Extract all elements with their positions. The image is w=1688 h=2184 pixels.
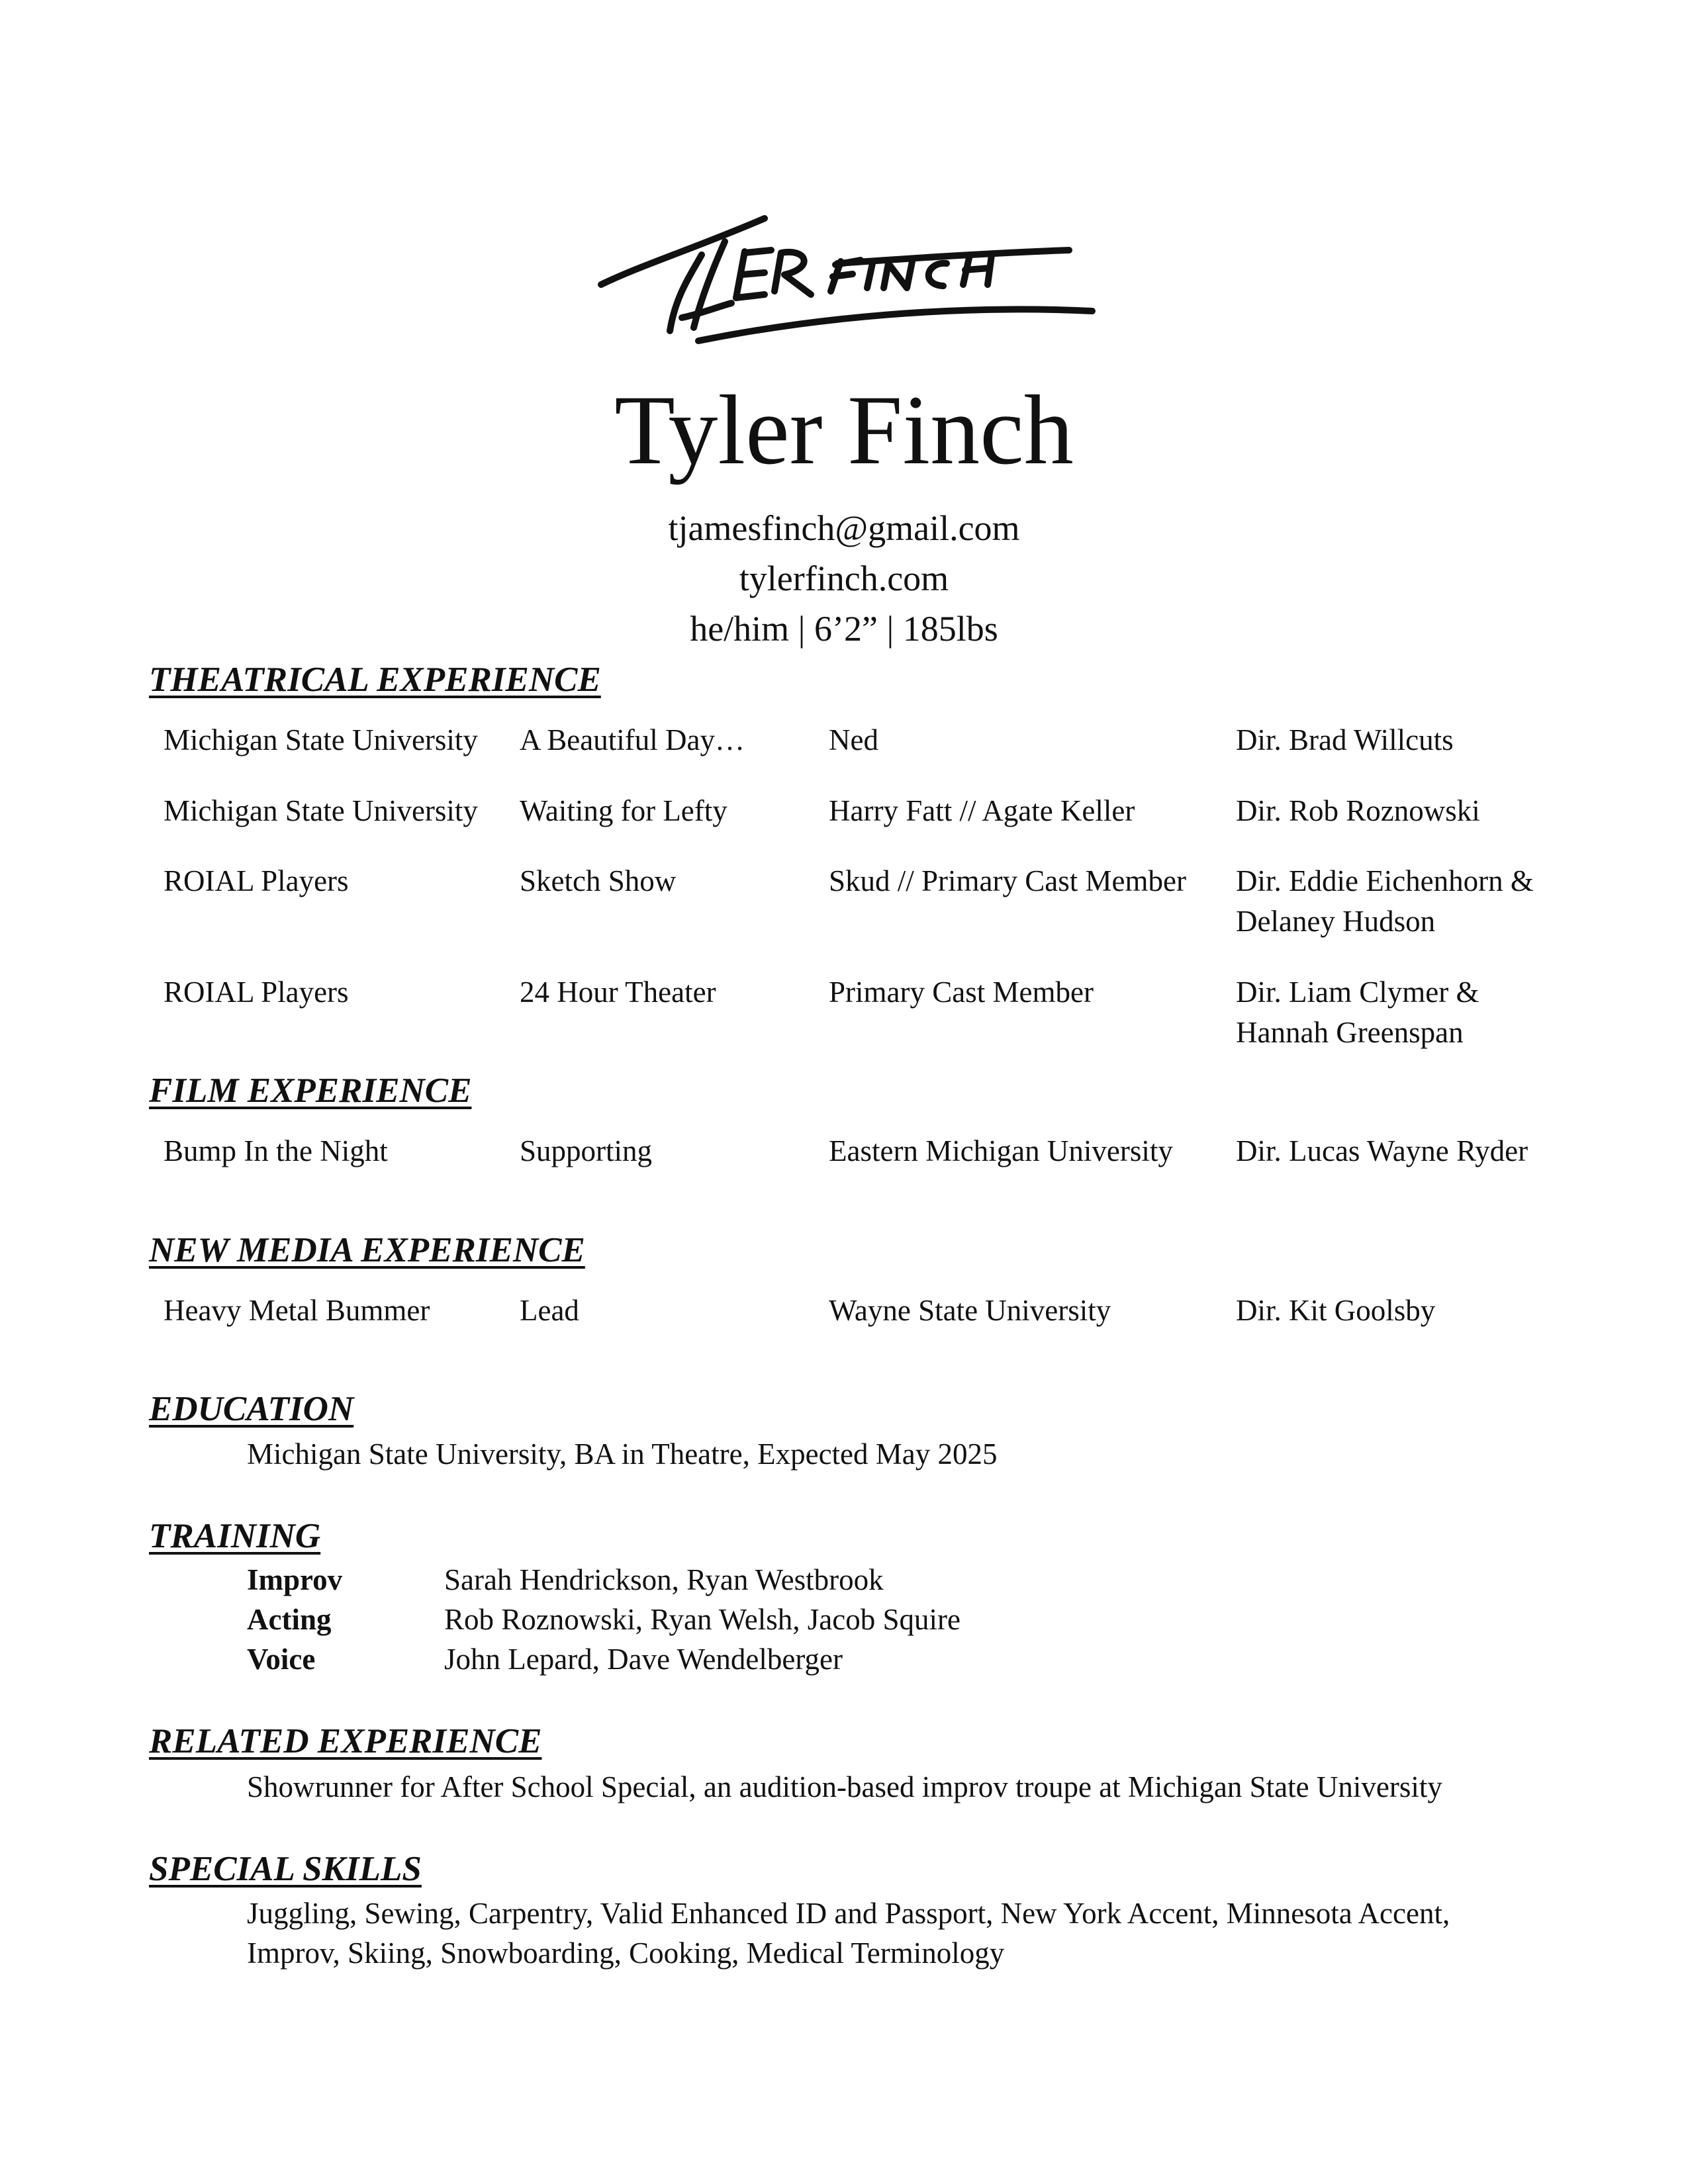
credit-role: Harry Fatt // Agate Keller: [829, 794, 1135, 827]
website-text: tylerfinch.com: [739, 559, 949, 598]
credit-director: Dir. Rob Roznowski: [1236, 794, 1480, 827]
credit-company: Michigan State University: [164, 794, 478, 827]
signature-logo: [583, 192, 1112, 357]
credit-director: Dir. Eddie Eichenhorn &: [1236, 864, 1534, 897]
credit-company: ROIAL Players: [164, 976, 349, 1009]
credit-director: Dir. Lucas Wayne Ryder: [1236, 1134, 1528, 1167]
training-instructors: Rob Roznowski, Ryan Welsh, Jacob Squire: [444, 1603, 961, 1636]
training-label: Acting: [247, 1603, 332, 1636]
credit-company: ROIAL Players: [164, 864, 349, 897]
section-title-theatrical: THEATRICAL EXPERIENCE: [149, 660, 601, 699]
section-title-new-media: NEW MEDIA EXPERIENCE: [149, 1231, 585, 1269]
section-title-training: TRAINING: [149, 1517, 321, 1555]
credit-company: Wayne State University: [829, 1294, 1111, 1327]
credit-director-cont: Delaney Hudson: [1236, 905, 1436, 938]
training-label: Voice: [247, 1643, 316, 1676]
applicant-name: Tyler Finch: [614, 375, 1074, 485]
email-text: tjamesfinch@gmail.com: [668, 508, 1020, 548]
training-label: Improv: [247, 1563, 343, 1596]
credit-company: Michigan State University: [164, 723, 478, 756]
skills-line: Juggling, Sewing, Carpentry, Valid Enhanced ID and Passport, New York Accent, Minnesota Accent,: [247, 1897, 1450, 1930]
credit-production: A Beautiful Day…: [520, 723, 745, 756]
skills-line: Improv, Skiing, Snowboarding, Cooking, Medical Terminology: [247, 1936, 1005, 1970]
section-title-skills: SPECIAL SKILLS: [149, 1850, 422, 1888]
credit-director: Dir. Brad Willcuts: [1236, 723, 1454, 756]
training-instructors: Sarah Hendrickson, Ryan Westbrook: [444, 1563, 884, 1596]
credit-production: Sketch Show: [520, 864, 677, 897]
credit-role: Lead: [520, 1294, 579, 1327]
credit-production: 24 Hour Theater: [520, 976, 716, 1009]
physical-details: he/him | 6’2” | 185lbs: [690, 609, 998, 649]
education-text: Michigan State University, BA in Theatre, Expected May 2025: [247, 1437, 998, 1471]
credit-role: Ned: [829, 723, 878, 756]
credit-director: Dir. Liam Clymer &: [1236, 976, 1479, 1009]
credit-role: Primary Cast Member: [829, 976, 1094, 1009]
credit-director: Dir. Kit Goolsby: [1236, 1294, 1436, 1327]
credit-production: Waiting for Lefty: [520, 794, 727, 827]
credit-role: Supporting: [520, 1134, 653, 1167]
training-instructors: John Lepard, Dave Wendelberger: [444, 1643, 843, 1676]
section-title-film: FILM EXPERIENCE: [149, 1071, 472, 1110]
section-title-related: RELATED EXPERIENCE: [149, 1722, 542, 1760]
credit-title: Bump In the Night: [164, 1134, 388, 1167]
credit-title: Heavy Metal Bummer: [164, 1294, 430, 1327]
credit-role: Skud // Primary Cast Member: [829, 864, 1186, 897]
credit-company: Eastern Michigan University: [829, 1134, 1173, 1167]
related-experience-text: Showrunner for After School Special, an audition-based improv troupe at Michigan State University: [247, 1770, 1442, 1803]
section-title-education: EDUCATION: [149, 1390, 354, 1428]
credit-director-cont: Hannah Greenspan: [1236, 1016, 1464, 1049]
